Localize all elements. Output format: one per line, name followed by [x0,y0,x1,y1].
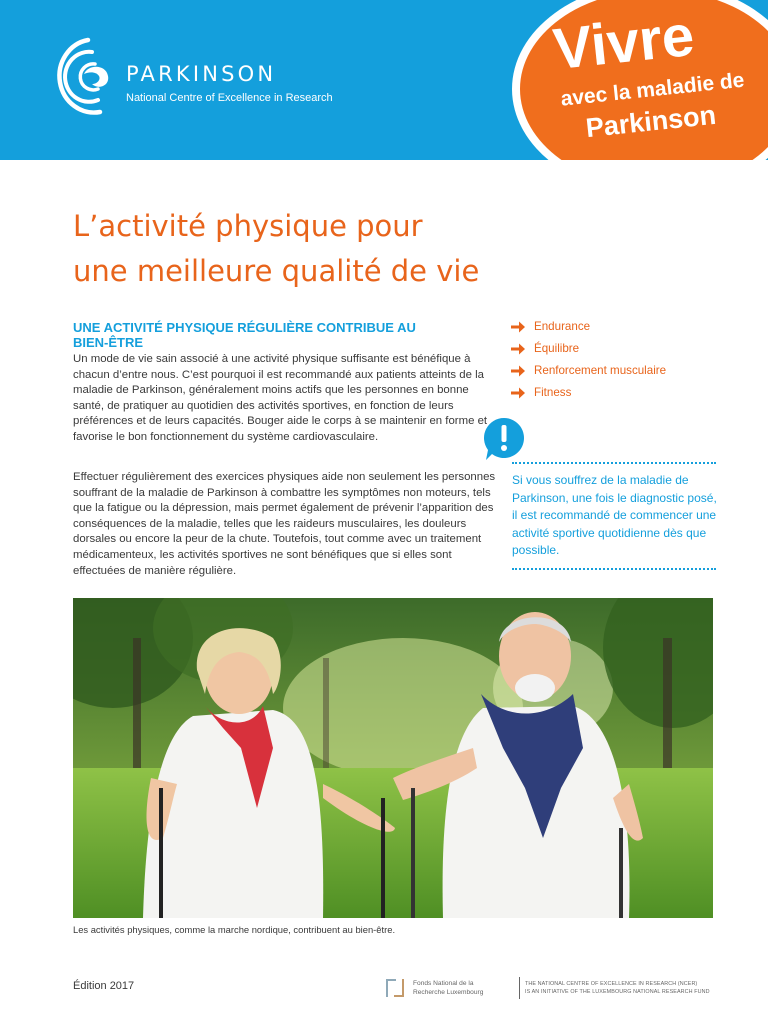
body-paragraph-2: Effectuer régulièrement des exercices physiques aide non seulement les personnes souffrant de la maladie de Parkinson à combattre les symptômes non moteurs, tels que la fatigue ou la dépression, mais permet également de prévenir l’apparition des conséquences de la maladie, telles que les raideurs musculaires, les douleurs dorsales ou encore la peur de la chute. Toutefois, tout comme avec un traitement médicamenteux, les activités sportives ne sont bénéfiques que si elles sont effectuées de manière régulière. [73,471,496,577]
fnr-logo-icon [384,977,406,999]
list-item [510,318,720,340]
photo-caption: Les activités physiques, comme la marche nordique, contribuent au bien-être. [73,924,396,935]
fnr-line-1: Fonds National de la [413,980,474,987]
section-heading: UNE ACTIVITÉ PHYSIQUE RÉGULIÈRE CONTRIBUE AU BIEN-ÊTRE [73,320,416,350]
arrow-right-icon [510,342,526,356]
badge-line-3: Parkinson [584,99,718,144]
badge-line-2: avec la maladie de [559,68,746,111]
list-item-label: Équilibre [534,342,580,355]
list-item [510,362,720,384]
ncer-line-2: IS AN INITIATIVE OF THE LUXEMBOURG NATIONAL RESEARCH FUND [525,989,710,995]
badge-line-1: Vivre [550,2,698,83]
brand-subtitle: National Centre of Excellence in Research [126,92,333,104]
title-badge [512,0,768,160]
brand-name: PARKINSON [126,62,277,86]
edition-label: Édition 2017 [73,980,135,992]
note-divider-bottom [512,568,716,570]
arrow-right-icon [510,364,526,378]
list-item-label: Endurance [534,320,591,333]
ncer-line-1: THE NATIONAL CENTRE OF EXCELLENCE IN RESEARCH (NCER) [525,981,698,987]
list-item-label: Renforcement musculaire [534,364,667,377]
fnr-line-2: Recherche Luxembourg [413,989,484,996]
footer-divider [519,977,520,999]
activity-list [510,318,720,406]
note-divider-top [512,462,716,464]
parkinson-logo-icon [48,34,120,118]
page-title [73,204,593,294]
page-title-line-1: L’activité physique pour [73,209,423,243]
fnr-name [413,979,483,997]
nordic-walking-photo [73,598,713,918]
header-band [0,0,768,160]
page-title-line-2: une meilleure qualité de vie [73,254,480,288]
list-item-label: Fitness [534,386,572,399]
list-item [510,384,720,406]
arrow-right-icon [510,320,526,334]
exclamation-bubble-icon [482,416,526,460]
arrow-right-icon [510,386,526,400]
recommendation-note: Si vous souffrez de la maladie de Parkinson, une fois le diagnostic posé, il est recommandé de commencer une activité sportive quotidienne dès que possible. [512,473,717,557]
badge-text-group [512,0,768,160]
list-item [510,340,720,362]
body-paragraph-1: Un mode de vie sain associé à une activité physique suffisante est bénéfique à chacun d’entre nous. C’est pourquoi il est recommandé aux patients atteints de la maladie de Parkinson, généralement moins actifs que les personnes en bonne santé, de pratiquer au quotidien des activités sportives, en fonction de leurs préférences et de leurs capacités. Bouger aide le corps à se maintenir en forme et favorise le bon fonctionnement du système cardiovasculaire. [73,353,488,443]
ncer-statement [525,980,725,996]
